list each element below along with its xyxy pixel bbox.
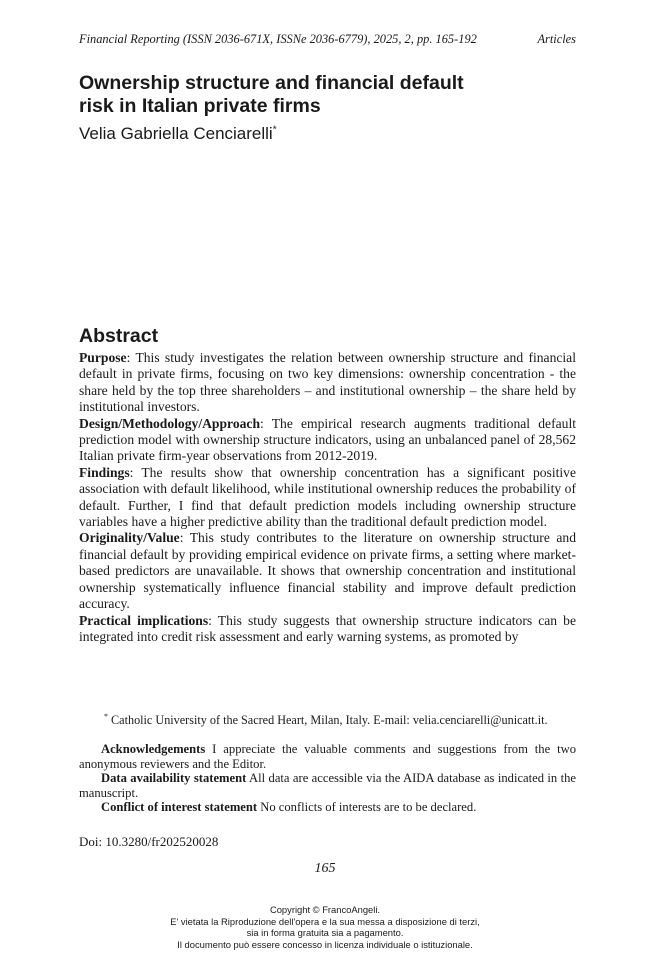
- copyright-notice: [0, 904, 650, 950]
- author-line: [79, 124, 277, 144]
- abstract-practical: [79, 613, 576, 646]
- conflict-text: No conflicts of interests are to be declared.: [257, 800, 477, 815]
- footnote-mark: *: [104, 712, 108, 721]
- originality-label: Originality/Value: [79, 530, 180, 546]
- doi: Doi: 10.3280/fr202520028: [79, 834, 219, 849]
- article-title: [79, 72, 579, 118]
- abstract-findings: [79, 465, 576, 531]
- title-line-2: risk in Italian private firms: [79, 95, 321, 117]
- originality-text: : This study contributes to the literature on ownership structure and financial default by providing empirical evidence on private firms, a setting where market-based predictors are unavailable. It shows that ownership concentration and institutional ownership systematically influence financial stability and improve default prediction accuracy.: [79, 530, 576, 612]
- statements-block: [79, 742, 576, 815]
- author-name: Velia Gabriella Cenciarelli: [79, 124, 273, 143]
- title-line-1: Ownership structure and financial default: [79, 72, 464, 94]
- abstract-design: [79, 416, 576, 465]
- data-availability: [79, 771, 576, 800]
- design-text: : The empirical research augments traditional default prediction model with ownership structure indicators, using an unbalanced panel of 28,562 Italian private firm-year observations from 2012-2019.: [79, 415, 576, 464]
- copyright-line: Copyright © FrancoAngeli.: [269, 904, 381, 915]
- practical-text: : This study suggests that ownership structure indicators can be integrated into credit risk assessment and early warning systems, as promoted by: [79, 612, 576, 644]
- abstract-heading: Abstract: [79, 325, 159, 347]
- copyright-line: sia in forma gratuita sia a pagamento.: [246, 927, 404, 939]
- author-footnote: [104, 712, 548, 728]
- conflict-label: Conflict of interest statement: [101, 800, 258, 815]
- data-availability-text: All data are accessible via the AIDA database as indicated in the manuscript.: [79, 771, 576, 800]
- conflict-of-interest: [79, 800, 576, 815]
- abstract-body: [79, 350, 576, 645]
- abstract-purpose: [79, 350, 576, 416]
- copyright-line: Il documento può essere concesso in licenza individuale o istituzionale.: [177, 938, 473, 950]
- data-availability-label: Data availability statement: [101, 771, 247, 786]
- section-label: Articles: [537, 32, 576, 46]
- acknowledgements-text: I appreciate the valuable comments and suggestions from the two anonymous reviewers and the Editor.: [79, 742, 576, 771]
- copyright-line: E' vietata la Riproduzione dell'opera e la sua messa a disposizione di terzi,: [170, 915, 480, 927]
- purpose-label: Purpose: [79, 350, 127, 365]
- practical-label: Practical implications: [79, 612, 209, 628]
- acknowledgements-label: Acknowledgements: [101, 742, 206, 756]
- abstract-originality: [79, 530, 576, 612]
- journal-citation: Financial Reporting (ISSN 2036-671X, ISSNe 2036-6779), 2025, 2, pp. 165-192: [79, 32, 477, 46]
- acknowledgements: [79, 742, 576, 771]
- footnote-text: Catholic University of the Sacred Heart, Milan, Italy. E-mail: velia.cenciarelli@unicatt.it.: [108, 713, 548, 728]
- page-number: 165: [314, 861, 336, 876]
- findings-text: : The results show that ownership concentration has a significant positive association with default likelihood, while institutional ownership reduces the probability of default. Further, I find that default prediction models including ownership structure variables have a higher predictive ability than the traditional default prediction model.: [79, 464, 576, 530]
- findings-label: Findings: [79, 464, 130, 480]
- design-label: Design/Methodology/Approach: [79, 415, 261, 431]
- purpose-text: : This study investigates the relation between ownership structure and financial default in private firms, focusing on two key dimensions: ownership concentration - the share held by the top three shareholders – and institutional ownership – the share held by institutional investors.: [79, 350, 576, 415]
- author-footnote-mark: *: [272, 124, 277, 136]
